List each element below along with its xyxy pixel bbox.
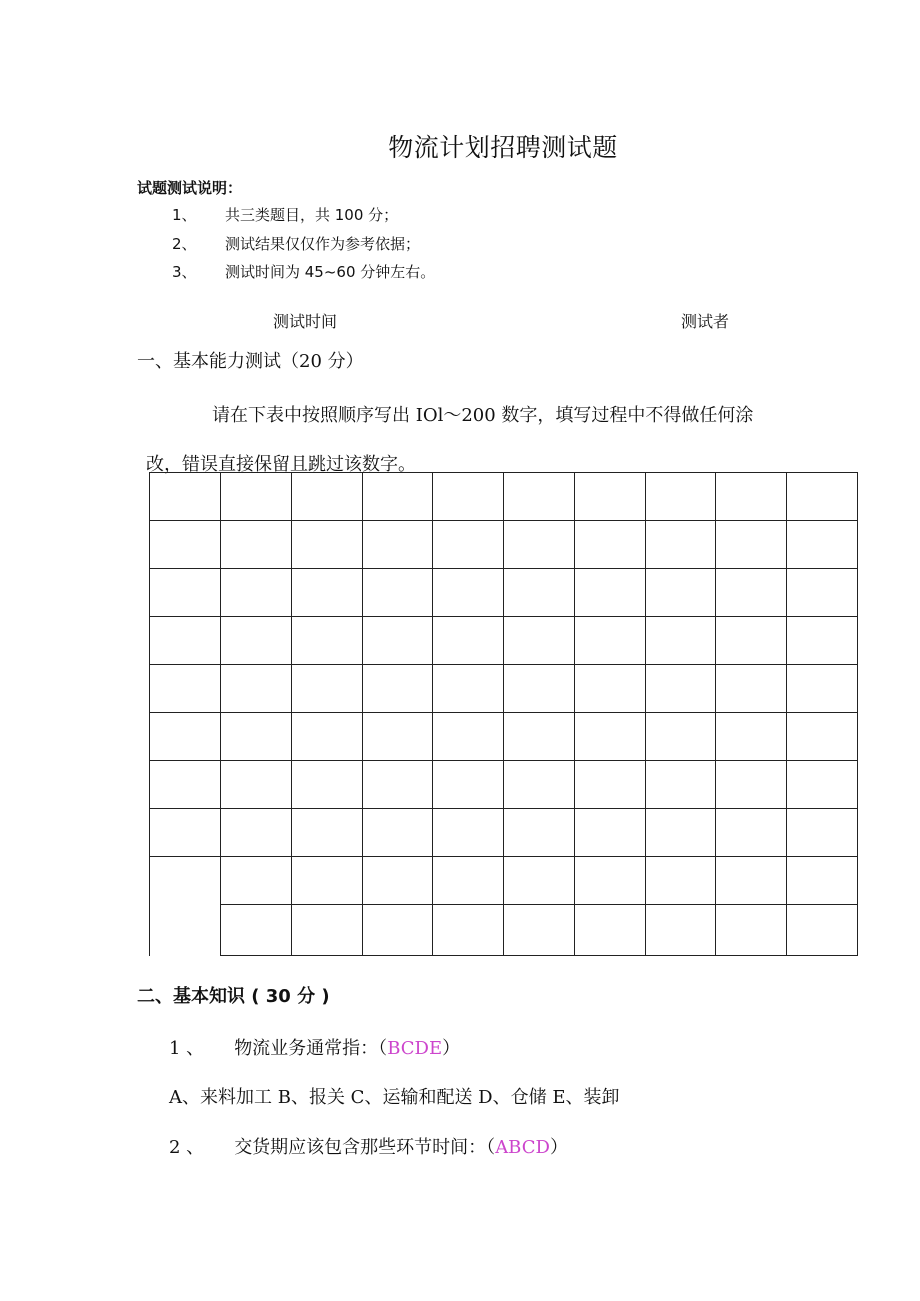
grid-cell[interactable] (574, 809, 645, 857)
grid-cell[interactable] (574, 473, 645, 521)
grid-cell[interactable] (433, 761, 504, 809)
grid-cell[interactable] (150, 857, 221, 956)
grid-cell[interactable] (504, 665, 575, 713)
grid-cell[interactable] (716, 473, 787, 521)
grid-cell[interactable] (645, 761, 716, 809)
grid-cell[interactable] (574, 569, 645, 617)
instruction-text: 测试时间为 45~60 分钟左右。 (225, 263, 436, 281)
grid-cell[interactable] (362, 521, 433, 569)
grid-row (150, 713, 858, 761)
grid-cell[interactable] (221, 521, 292, 569)
grid-cell[interactable] (433, 617, 504, 665)
grid-cell[interactable] (574, 713, 645, 761)
grid-row (150, 521, 858, 569)
grid-row (150, 665, 858, 713)
grid-cell[interactable] (291, 713, 362, 761)
grid-cell[interactable] (504, 809, 575, 857)
page-title: 物流计划招聘测试题 (388, 133, 618, 162)
grid-cell[interactable] (504, 905, 575, 956)
grid-cell[interactable] (221, 617, 292, 665)
section1-instruction-line1: 请在下表中按照顺序写出 IOl～200 数字，填写过程中不得做任何涂 (212, 405, 754, 426)
grid-cell[interactable] (574, 665, 645, 713)
grid-cell[interactable] (221, 665, 292, 713)
question-close-paren: ） (549, 1137, 568, 1158)
grid-cell[interactable] (645, 617, 716, 665)
grid-cell[interactable] (504, 521, 575, 569)
section2-heading: 二、基本知识 ( 30 分 ) (137, 986, 330, 1007)
grid-cell[interactable] (504, 761, 575, 809)
grid-cell[interactable] (433, 713, 504, 761)
grid-cell[interactable] (433, 905, 504, 956)
grid-cell[interactable] (221, 473, 292, 521)
grid-cell[interactable] (787, 857, 858, 905)
grid-cell[interactable] (787, 521, 858, 569)
grid-cell[interactable] (574, 521, 645, 569)
grid-cell[interactable] (787, 713, 858, 761)
grid-cell[interactable] (787, 761, 858, 809)
question-1 (169, 1034, 460, 1060)
grid-cell[interactable] (787, 905, 858, 956)
grid-cell[interactable] (645, 857, 716, 905)
question-number: 2 、 (169, 1137, 205, 1158)
grid-cell[interactable] (716, 665, 787, 713)
grid-cell[interactable] (645, 569, 716, 617)
grid-cell[interactable] (362, 905, 433, 956)
grid-cell[interactable] (221, 569, 292, 617)
grid-cell[interactable] (645, 521, 716, 569)
grid-cell[interactable] (645, 905, 716, 956)
grid-cell[interactable] (716, 617, 787, 665)
grid-cell[interactable] (504, 617, 575, 665)
grid-cell[interactable] (716, 809, 787, 857)
grid-row (150, 809, 858, 857)
grid-cell[interactable] (221, 809, 292, 857)
answer-text: ABCD (495, 1137, 550, 1158)
grid-cell[interactable] (150, 665, 221, 713)
grid-row (150, 569, 858, 617)
instruction-number: 1、 (172, 206, 197, 224)
grid-cell[interactable] (221, 713, 292, 761)
grid-cell[interactable] (291, 569, 362, 617)
grid-row (150, 473, 858, 521)
grid-cell[interactable] (716, 905, 787, 956)
grid-cell[interactable] (645, 665, 716, 713)
grid-cell[interactable] (787, 617, 858, 665)
grid-cell[interactable] (433, 473, 504, 521)
grid-cell[interactable] (362, 617, 433, 665)
grid-cell[interactable] (504, 713, 575, 761)
grid-row (150, 905, 858, 956)
grid-cell[interactable] (716, 761, 787, 809)
grid-row (150, 617, 858, 665)
instruction-text: 测试结果仅仅作为参考依据； (225, 235, 421, 253)
question-text: 交货期应该包含那些环节时间：（ (234, 1137, 496, 1158)
grid-cell[interactable] (574, 617, 645, 665)
instruction-item-1 (172, 204, 572, 226)
question-1-options: A、来料加工 B、报关 C、运输和配送 D、仓储 E、装卸 (169, 1087, 620, 1108)
grid-cell[interactable] (150, 617, 221, 665)
grid-cell[interactable] (574, 905, 645, 956)
grid-row (150, 761, 858, 809)
grid-cell[interactable] (362, 713, 433, 761)
grid-cell[interactable] (291, 905, 362, 956)
grid-cell[interactable] (433, 665, 504, 713)
grid-cell[interactable] (291, 761, 362, 809)
grid-cell[interactable] (645, 473, 716, 521)
instructions-heading: 试题测试说明： (137, 179, 243, 197)
instruction-number: 2、 (172, 235, 197, 253)
grid-cell[interactable] (362, 857, 433, 905)
question-close-paren: ） (442, 1038, 461, 1059)
grid-cell[interactable] (504, 473, 575, 521)
grid-cell[interactable] (716, 521, 787, 569)
grid-cell[interactable] (291, 857, 362, 905)
grid-cell[interactable] (574, 761, 645, 809)
grid-row (150, 857, 858, 905)
grid-cell[interactable] (291, 665, 362, 713)
grid-cell[interactable] (362, 473, 433, 521)
question-2 (169, 1133, 568, 1159)
grid-cell[interactable] (150, 809, 221, 857)
grid-cell[interactable] (787, 473, 858, 521)
grid-cell[interactable] (150, 761, 221, 809)
grid-cell[interactable] (433, 521, 504, 569)
grid-cell[interactable] (504, 569, 575, 617)
grid-cell[interactable] (787, 569, 858, 617)
answer-text: BCDE (387, 1038, 443, 1059)
question-text: 物流业务通常指：（ (234, 1038, 388, 1059)
grid-cell[interactable] (150, 713, 221, 761)
grid-cell[interactable] (787, 809, 858, 857)
grid-cell[interactable] (362, 665, 433, 713)
grid-cell[interactable] (362, 569, 433, 617)
grid-cell[interactable] (291, 809, 362, 857)
grid-cell[interactable] (787, 665, 858, 713)
grid-cell[interactable] (645, 713, 716, 761)
grid-cell[interactable] (574, 857, 645, 905)
section1-heading: 一、基本能力测试（20 分） (137, 351, 364, 372)
number-writing-grid (149, 472, 858, 956)
question-number: 1 、 (169, 1038, 205, 1059)
grid-cell[interactable] (362, 809, 433, 857)
tester-label: 测试者 (681, 312, 730, 331)
grid-cell[interactable] (362, 761, 433, 809)
grid-cell[interactable] (504, 857, 575, 905)
grid-cell[interactable] (433, 569, 504, 617)
grid-cell[interactable] (291, 473, 362, 521)
instruction-item-3 (172, 261, 572, 283)
grid-cell[interactable] (291, 617, 362, 665)
grid-cell[interactable] (150, 521, 221, 569)
grid-cell[interactable] (221, 905, 292, 956)
grid-cell[interactable] (291, 521, 362, 569)
instruction-item-2 (172, 233, 572, 255)
grid-cell[interactable] (716, 857, 787, 905)
grid-cell[interactable] (150, 569, 221, 617)
section1-instruction-line2: 改，错误直接保留且跳过该数字。 (146, 454, 416, 475)
grid-cell[interactable] (221, 761, 292, 809)
grid-cell[interactable] (150, 473, 221, 521)
instruction-number: 3、 (172, 263, 197, 281)
instruction-text: 共三类题目，共 100 分； (225, 206, 399, 224)
test-time-label: 测试时间 (273, 312, 338, 331)
grid-cell[interactable] (433, 857, 504, 905)
grid-cell[interactable] (645, 809, 716, 857)
grid-cell[interactable] (716, 713, 787, 761)
grid-cell[interactable] (433, 809, 504, 857)
grid-cell[interactable] (221, 857, 292, 905)
grid-cell[interactable] (716, 569, 787, 617)
